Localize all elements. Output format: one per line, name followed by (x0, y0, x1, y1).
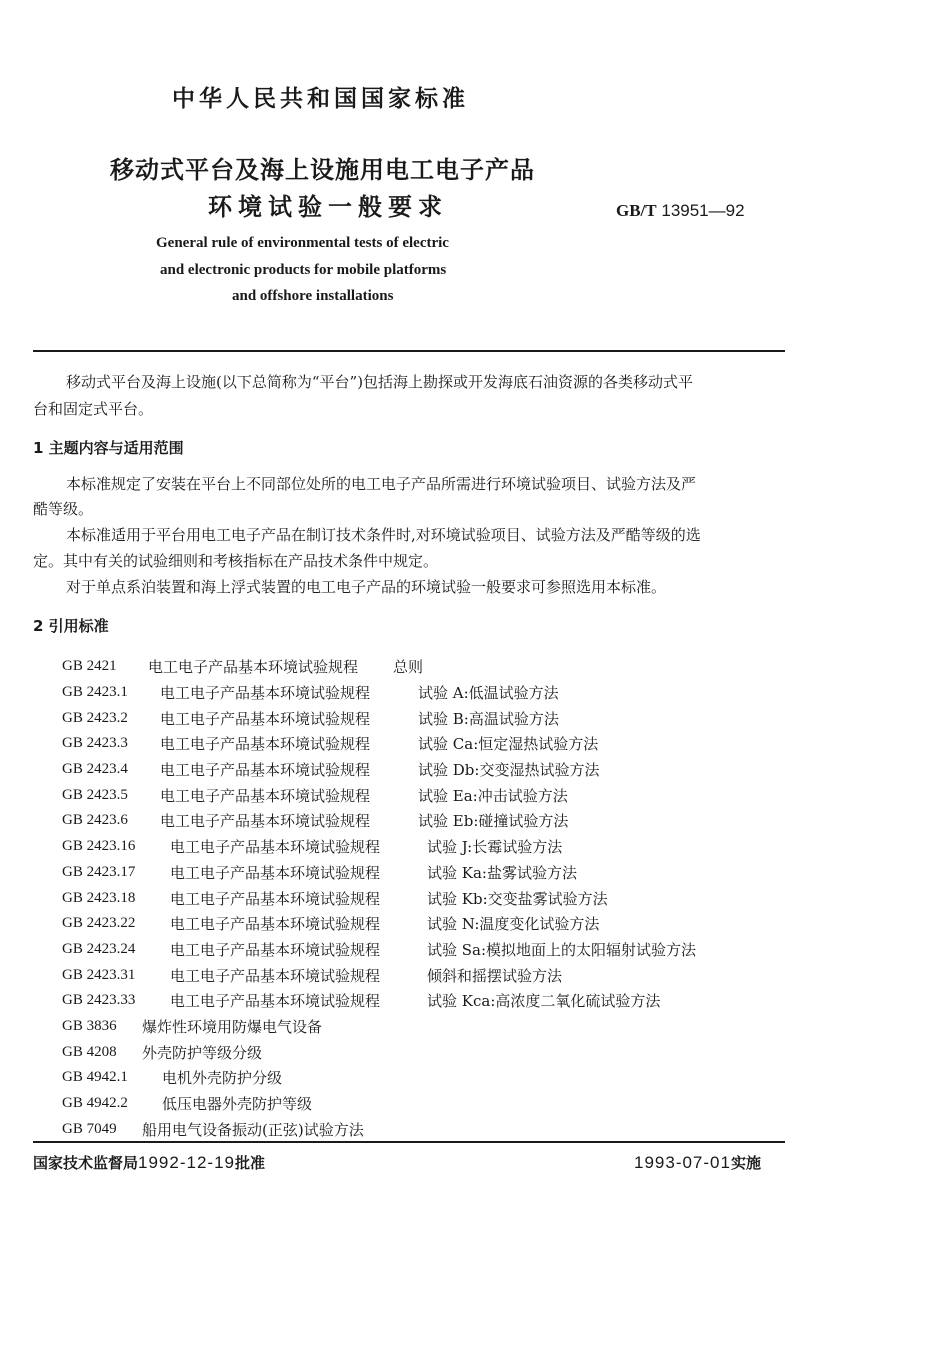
reference-item (62, 654, 782, 680)
reference-test: 试验 Ka:盐雾试验方法 (427, 863, 577, 882)
reference-title: 船用电气设备振动(正弦)试验方法 (142, 1120, 364, 1139)
reference-code: GB 3836 (62, 1017, 117, 1034)
issuing-authority: 国家技术监督局 (33, 1154, 139, 1172)
approval-label: 批准 (234, 1154, 265, 1172)
standard-code (616, 201, 745, 221)
reference-test: 试验 N:温度变化试验方法 (427, 915, 600, 934)
english-title-line-1: General rule of environmental tests of electric (156, 235, 449, 251)
standard-code-prefix: GB/T (616, 201, 657, 220)
reference-code: GB 2423.2 (62, 709, 128, 726)
section-1-p3-line-1: 对于单点系泊装置和海上浮式装置的电工电子产品的环境试验一般要求可参照选用本标准。 (66, 578, 667, 596)
section-1-p2-line-2: 定。其中有关的试验细则和考核指标在产品技术条件中规定。 (33, 552, 439, 570)
reference-item (62, 988, 782, 1014)
reference-code: GB 2423.6 (62, 812, 128, 829)
reference-test: 试验 Ca:恒定湿热试验方法 (418, 735, 599, 754)
effective-date: 1993-07-01 (634, 1153, 731, 1172)
reference-title: 电工电子产品基本环境试验规程 (160, 709, 371, 728)
reference-item (62, 937, 782, 963)
reference-item (62, 1039, 782, 1065)
reference-test: 试验 Sa:模拟地面上的太阳辐射试验方法 (427, 940, 697, 959)
reference-title: 外壳防护等级分级 (142, 1043, 263, 1062)
reference-code: GB 7049 (62, 1120, 117, 1137)
english-title-line-3: and offshore installations (232, 288, 394, 304)
reference-code: GB 2423.22 (62, 915, 136, 932)
reference-test: 总则 (393, 658, 424, 677)
reference-test: 试验 B:高温试验方法 (418, 709, 559, 728)
reference-item (62, 1091, 782, 1117)
reference-title: 电工电子产品基本环境试验规程 (170, 863, 381, 882)
reference-code: GB 2421 (62, 658, 117, 675)
reference-test: 试验 Eb:碰撞试验方法 (418, 812, 569, 831)
reference-list (62, 654, 782, 1142)
reference-code: GB 2423.1 (62, 684, 128, 701)
reference-title: 电工电子产品基本环境试验规程 (160, 786, 371, 805)
reference-code: GB 4942.2 (62, 1095, 128, 1112)
reference-title: 电工电子产品基本环境试验规程 (148, 658, 359, 677)
reference-title: 电工电子产品基本环境试验规程 (170, 889, 381, 908)
section-1-p1-line-2: 酷等级。 (33, 500, 94, 518)
national-standard-heading: 中华人民共和国国家标准 (172, 86, 469, 112)
section-2-heading: 2 引用标准 (33, 617, 109, 635)
reference-code: GB 2423.17 (62, 863, 136, 880)
reference-test: 试验 J:长霉试验方法 (427, 838, 563, 857)
reference-test: 试验 Ea:冲击试验方法 (418, 786, 568, 805)
reference-item (62, 731, 782, 757)
reference-code: GB 2423.16 (62, 838, 136, 855)
title-line-2: 环境试验一般要求 (208, 193, 448, 221)
reference-title: 电工电子产品基本环境试验规程 (160, 684, 371, 703)
reference-code: GB 2423.18 (62, 889, 136, 906)
reference-item (62, 911, 782, 937)
title-line-1: 移动式平台及海上设施用电工电子产品 (110, 156, 535, 184)
reference-title: 电机外壳防护分级 (162, 1069, 283, 1088)
reference-test: 试验 A:低温试验方法 (418, 684, 559, 703)
reference-code: GB 2423.4 (62, 761, 128, 778)
reference-test: 倾斜和摇摆试验方法 (427, 966, 563, 985)
reference-title: 电工电子产品基本环境试验规程 (170, 940, 381, 959)
reference-title: 电工电子产品基本环境试验规程 (170, 966, 381, 985)
reference-title: 爆炸性环境用防爆电气设备 (142, 1017, 323, 1036)
reference-code: GB 2423.31 (62, 966, 136, 983)
reference-code: GB 2423.33 (62, 992, 136, 1009)
reference-title: 电工电子产品基本环境试验规程 (160, 735, 371, 754)
standard-code-number: 13951—92 (661, 201, 745, 220)
reference-title: 电工电子产品基本环境试验规程 (160, 761, 371, 780)
intro-line-2: 台和固定式平台。 (33, 400, 154, 418)
section-1-p2-line-1: 本标准适用于平台用电工电子产品在制订技术条件时,对环境试验项目、试验方法及严酷等级的选 (66, 526, 701, 544)
reference-item (62, 962, 782, 988)
reference-title: 低压电器外壳防护等级 (162, 1095, 313, 1114)
reference-item (62, 1014, 782, 1040)
reference-item (62, 834, 782, 860)
reference-item (62, 860, 782, 886)
reference-test: 试验 Kca:高浓度二氧化硫试验方法 (427, 992, 661, 1011)
footer-divider (33, 1141, 785, 1143)
reference-item (62, 680, 782, 706)
reference-item (62, 885, 782, 911)
section-1-heading: 1 主题内容与适用范围 (33, 439, 184, 457)
reference-title: 电工电子产品基本环境试验规程 (170, 838, 381, 857)
effective-line (634, 1152, 761, 1173)
reference-code: GB 4208 (62, 1043, 117, 1060)
header-divider (33, 350, 785, 352)
intro-line-1: 移动式平台及海上设施(以下总简称为“平台”)包括海上勘探或开发海底石油资源的各类移动式平 (66, 373, 694, 391)
reference-item (62, 808, 782, 834)
reference-code: GB 2423.5 (62, 786, 128, 803)
reference-item (62, 1065, 782, 1091)
reference-test: 试验 Db:交变湿热试验方法 (418, 761, 600, 780)
reference-item (62, 757, 782, 783)
reference-item (62, 705, 782, 731)
reference-code: GB 2423.3 (62, 735, 128, 752)
reference-code: GB 2423.24 (62, 940, 136, 957)
reference-title: 电工电子产品基本环境试验规程 (170, 992, 381, 1011)
reference-item (62, 1116, 782, 1142)
effective-label: 实施 (730, 1154, 761, 1172)
reference-test: 试验 Kb:交变盐雾试验方法 (427, 889, 608, 908)
section-1-p1-line-1: 本标准规定了安装在平台上不同部位处所的电工电子产品所需进行环境试验项目、试验方法及严 (66, 475, 697, 493)
approval-date: 1992-12-19 (138, 1153, 235, 1172)
reference-code: GB 4942.1 (62, 1069, 128, 1086)
reference-title: 电工电子产品基本环境试验规程 (170, 915, 381, 934)
reference-title: 电工电子产品基本环境试验规程 (160, 812, 371, 831)
approval-line (33, 1152, 265, 1173)
english-title-line-2: and electronic products for mobile platforms (160, 262, 447, 278)
reference-item (62, 782, 782, 808)
